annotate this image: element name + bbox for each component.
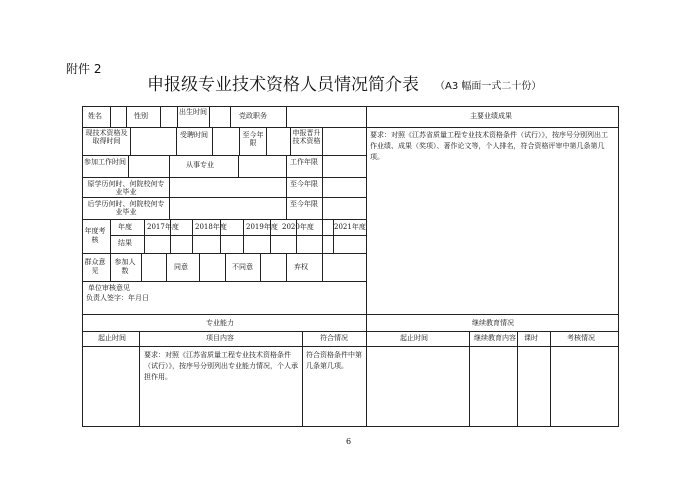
label-result: 结果 [118, 239, 132, 247]
col-assessment: 考核情况 [567, 334, 595, 342]
label-signature-line: 负责人签字：年月日 [86, 294, 149, 302]
label-participants: 参加人数 [114, 258, 136, 275]
label-until-years-3: 至今年限 [290, 200, 318, 208]
label-main-achievements: 主要业绩成果 [470, 112, 512, 120]
title-note: （A3 幅面一式二十份） [435, 81, 542, 92]
label-party-post: 党政职务 [239, 112, 267, 120]
label-work-start-time: 参加工作时间 [84, 158, 126, 166]
label-name: 姓名 [88, 112, 102, 120]
label-applied-title: 申报晋升技术资格 [292, 129, 321, 145]
label-professional-ability: 专业能力 [206, 319, 234, 327]
col-hours: 课时 [524, 334, 538, 342]
year-2018: 2018年度 [195, 223, 227, 231]
label-later-education: 后学历何时、何院校何专业毕业 [87, 200, 165, 216]
label-until-years-1: 至今年限 [242, 131, 264, 147]
label-abstain: 弃权 [294, 263, 308, 271]
label-hired-time: 受聘时间 [180, 131, 208, 139]
document-title: 申报级专业技术资格人员情况简介表 [147, 75, 419, 95]
col-education-content: 继续教育内容 [474, 334, 516, 342]
year-2017: 2017年度 [147, 223, 179, 231]
label-until-years-2: 至今年限 [290, 180, 318, 188]
ability-content-note: 要求：对照《江苏省质量工程专业技术资格条件（试行）》，按序号分别列出专业能力情况，个人承担作用。 [144, 351, 298, 381]
label-work-years: 工作年限 [290, 158, 318, 166]
label-profession-engaged: 从事专业 [186, 161, 214, 169]
attachment-label: 附件 2 [66, 62, 102, 76]
col-match: 符合情况 [320, 334, 348, 342]
label-public-opinion: 群众意见 [84, 258, 106, 275]
page-number: 6 [346, 437, 352, 446]
label-gender: 性别 [134, 112, 148, 120]
label-annual-assessment: 年度考核 [84, 227, 106, 244]
label-agree: 同意 [174, 263, 188, 271]
col-period-right: 起止时间 [400, 334, 428, 342]
year-2019: 2019年度 [246, 223, 278, 231]
label-continuing-education: 继续教育情况 [472, 319, 514, 327]
year-2020: 2020年度 [282, 223, 314, 231]
label-birth-time: 出生时间 [179, 108, 207, 116]
label-year: 年度 [118, 223, 132, 231]
ability-match-note: 符合资格条件中第几条第几项。 [306, 351, 362, 370]
label-disagree: 不同意 [232, 263, 253, 271]
label-original-education: 原学历何时、何院校何专业毕业 [87, 180, 165, 196]
col-period-left: 起止时间 [98, 334, 126, 342]
year-2021: 2021年度 [334, 223, 366, 231]
achievements-note: 要求：对照《江苏省质量工程专业技术资格条件（试行）》，按序号分别列出工作业绩、成果（奖项）、著作论文等，个人排名，符合资格评审中第几条第几项。 [370, 131, 608, 161]
label-unit-review: 单位审核意见 [88, 284, 130, 292]
label-current-title-time: 现技术资格及取得时间 [85, 129, 128, 145]
col-content-left: 项目内容 [206, 334, 234, 342]
